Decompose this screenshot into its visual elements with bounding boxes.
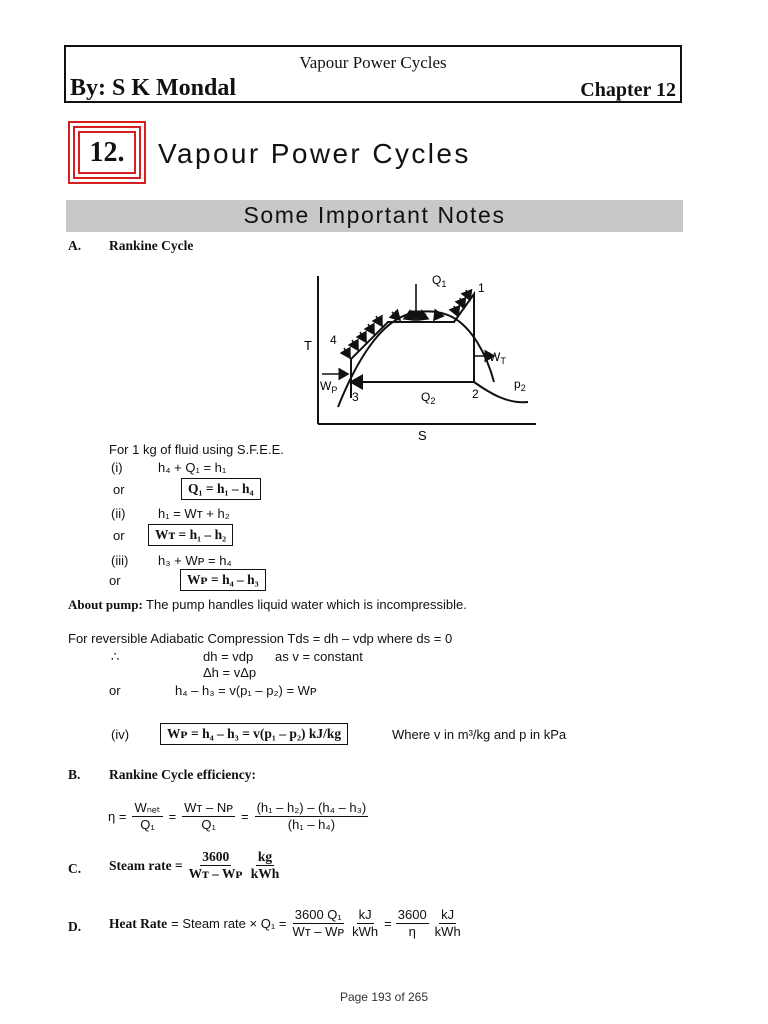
point-2-label: 2 [472,387,479,401]
eta-fraction-1: $\frac{\text{Wₙₑₜ}}{\text{Q₁}}$ [134,800,161,832]
eta-symbol: η = [108,809,127,824]
section-b-title: Rankine Cycle efficiency: [109,767,256,782]
about-pump-paragraph [68,597,467,613]
or-1: or [113,482,125,497]
q1-label: $Q_1$ [432,273,447,289]
section-c-letter: C. [68,861,82,876]
section-a-letter: A. [68,238,82,253]
heat-rate-fraction-1: $\frac{\text{3600 Q₁}}{\text{Wᴛ – Wᴘ}}$ [292,907,345,939]
saturation-dome [338,311,494,407]
eq-iii-label: (iii) [111,553,129,568]
page-footer: Page 193 of 265 [339,990,429,1004]
or-2: or [113,528,125,543]
eq-i: h₄ + Q₁ = h₁ [158,460,227,475]
about-pump-text: The pump handles liquid water which is incompressible. [146,597,467,612]
or-4: or [109,683,121,698]
steam-rate-fraction: $\frac{3600}{\text{Wᴛ – Wᴘ}}$ [188,849,243,881]
notes-title: Some Important Notes [243,202,506,228]
wp-full-box: Wᴘ = h₄ – h₃ = v(p₁ – p₂) kJ/kg [160,723,348,745]
wp-box: Wᴘ = h₄ – h₃ [180,569,266,591]
eq-ii-label: (ii) [111,506,126,521]
chapter-number: 12. [89,137,125,168]
wt-label: $W_T$ [489,350,506,366]
eq-i-label: (i) [111,460,123,475]
heat-rate-label: Heat Rate [109,915,168,931]
chapter-number-badge [68,121,146,184]
section-d-letter: D. [68,919,82,934]
dh-equation: dh = vdp [203,649,254,664]
about-pump-label: About pump: [68,597,143,612]
v-constant-note: as v = constant [275,649,363,664]
section-b-letter: B. [68,767,81,782]
axis-t-label: T [304,338,312,353]
eta-fraction-3: $\frac{\text{(h₁ – h₂) – (h₄ – h₃)}}{\text{(h₁ – h₄)}}$ [256,800,367,832]
or-3: or [109,573,121,588]
rankine-ts-diagram [296,262,546,447]
wp-label: $W_P$ [320,379,338,395]
heat-rate-text: = Steam rate × Q₁ = [171,916,287,931]
point-3-label: 3 [352,390,359,404]
therefore-symbol: ∴ [111,649,120,664]
steam-rate-formula [109,849,281,882]
heat-rate-unit-1: $\frac{kJ}{\text{kWh}}$ [352,907,379,939]
point-4-label: 4 [330,333,337,347]
sfee-line: For 1 kg of fluid using S.F.E.E. [109,442,284,457]
eq-iv-label: (iv) [111,727,130,742]
header-topic: Vapour Power Cycles [299,53,447,72]
pump-work-equation: h₄ – h₃ = v(p₁ – p₂) = Wᴘ [175,683,317,698]
chapter-title: Vapour Power Cycles [158,138,471,169]
heat-rate-formula: Heat Rate = Steam rate × Q₁ = $\frac{\text{3600 Q₁}}{\text{Wᴛ – Wᴘ}}$ $\frac{kJ}{\text{kWh}}$ = $\frac{3600}{\eta}$ $\frac{kJ}{\text{kWh}}$ [109,907,461,939]
efficiency-formula: η = $\frac{\text{Wₙₑₜ}}{\text{Q₁}}$ = $\frac{\text{Wᴛ – Nᴘ}}{\text{Q₁}}$ = $\frac{\text{(h₁ – h₂) – (h₄ – h₃)}}{\text{(h₁ – h₄)}}$ [108,800,367,832]
wt-box: Wᴛ = h₁ – h₂ [148,524,233,546]
units-note: Where v in m³/kg and p in kPa [392,727,567,742]
delta-h-equation: Δh = vΔp [203,665,257,680]
point-1-label: 1 [478,281,485,295]
axis-s-label: S [418,428,427,443]
steam-rate-unit: $\frac{kg}{\text{kWh}}$ [250,849,280,881]
section-a-title: Rankine Cycle [109,238,194,253]
q2-label: $Q_2$ [421,390,436,406]
q1-box: Q₁ = h₁ – h₄ [181,478,261,500]
heat-rate-unit-2: $\frac{kJ}{\text{kWh}}$ [434,907,461,939]
header-chapter: Chapter 12 [580,79,676,101]
steam-rate-label: Steam rate = [109,857,183,873]
notes-banner [66,200,683,232]
eta-fraction-2: $\frac{\text{Wᴛ – Nᴘ}}{\text{Q₁}}$ [184,800,233,832]
header-author: By: S K Mondal [70,75,237,101]
page-header [64,45,682,103]
p2-label: $p_2$ [514,377,526,393]
eq-iii: h₃ + Wᴘ = h₄ [158,553,232,568]
heat-rate-fraction-2: $\frac{3600}{\eta}$ [397,907,427,939]
eq-ii: h₁ = Wᴛ + h₂ [158,506,230,521]
reversible-line: For reversible Adiabatic Compression Tds = dh – vdp where ds = 0 [68,631,453,646]
